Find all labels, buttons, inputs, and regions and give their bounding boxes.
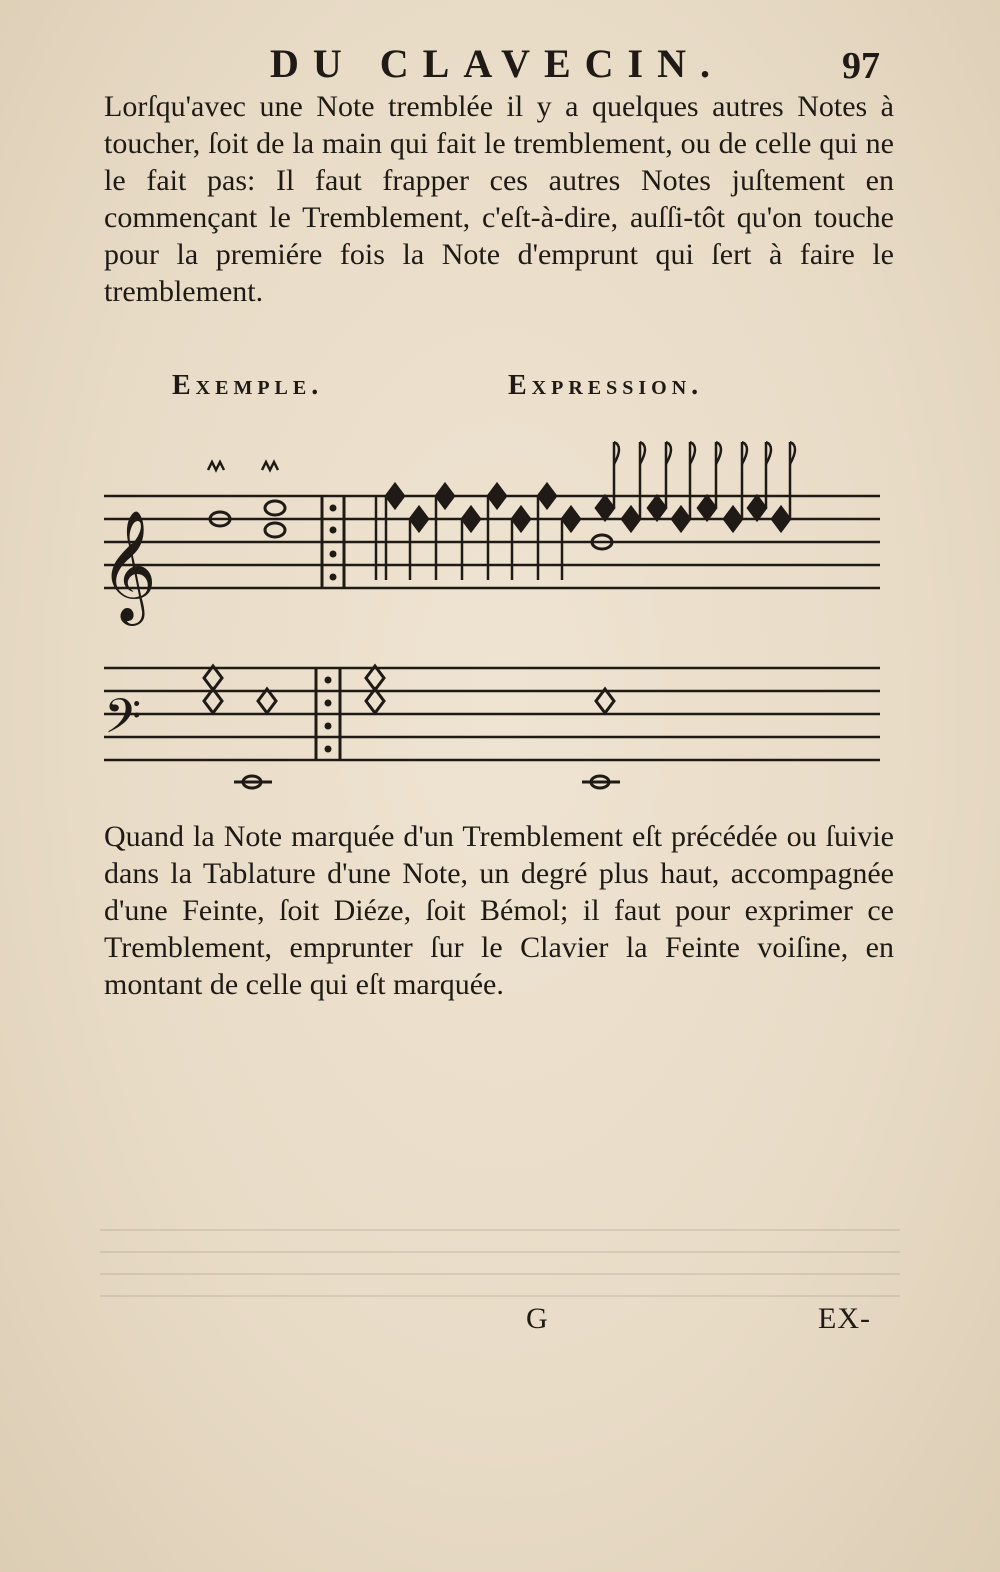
example-caption: Exemple. [172,370,324,401]
bass-clef-icon: 𝄢 [104,688,142,756]
running-title: DU CLAVECIN. [270,41,724,86]
expression-caption: Expression. [508,370,704,401]
trill-marks [208,462,278,470]
treble-clef-icon: 𝄞 [100,509,157,621]
signature-mark: G [526,1302,548,1335]
show-through-bleed [100,1070,900,1310]
paragraph-second: Quand la Note marquée d'un Tremblement eſt précédée ou ſuivie dans la Tablature d'une Note, un degré plus haut, accompagnée d'une Feinte, ſoit Diéze, ſoit Bémol; il faut pour exprimer ce Tremblement, emprunter ſur le Clavier la Feinte voiſine, en montant de celle qui eſt marquée. [104,820,894,1001]
running-head [0,40,1000,90]
music-notation-example [0,420,1000,800]
paragraph-first: Lorſqu'avec une Note tremblée il y a quelques autres Notes à toucher, ſoit de la main qui fait le tremblement, ou de celle qui ne le fait pas: Il faut frapper ces autres Notes juſtement en commençant le Tremblement, c'eſt-à-dire, auſſi-tôt qu'on touche pour la premiére fois la Note d'emprunt qui ſert à faire le tremblement. [104,90,894,308]
catchword: EX- [818,1302,871,1335]
page-number: 97 [842,45,880,87]
